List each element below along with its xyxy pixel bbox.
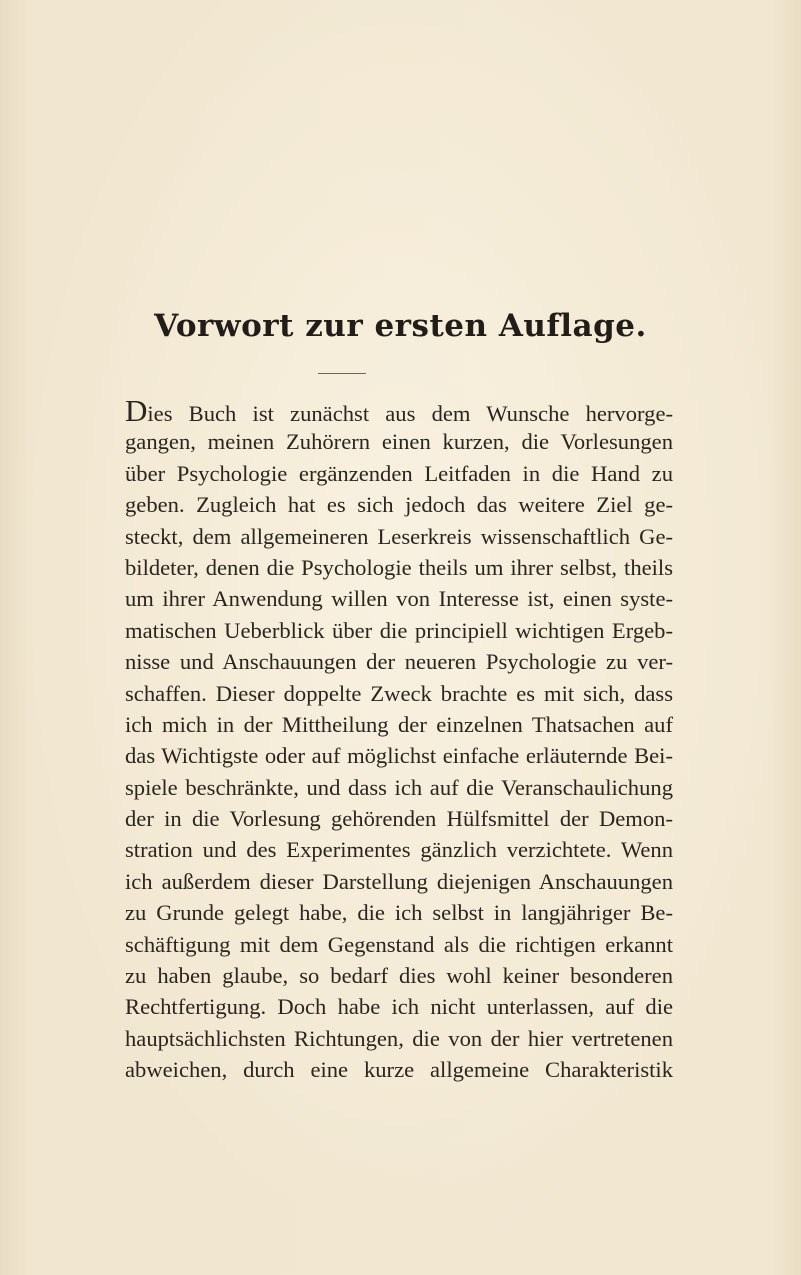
text-line: geben. Zugleich hat es sich jedoch das weitere Ziel ge- [125, 492, 673, 518]
text-line: über Psychologie ergänzenden Leitfaden in die Hand zu [125, 460, 673, 486]
text-line: hauptsächlichsten Richtungen, die von der hier vertretenen [125, 1025, 673, 1051]
text-line: zu Grunde gelegt habe, die ich selbst in langjähriger Be- [125, 900, 673, 926]
text-line: um ihrer Anwendung willen von Interesse ist, einen syste- [125, 586, 673, 612]
text-line: bildeter, denen die Psychologie theils um ihrer selbst, theils [125, 554, 673, 580]
text-line: der in die Vorlesung gehörenden Hülfsmittel der Demon- [125, 806, 673, 832]
text-line: stration und des Experimentes gänzlich verzichtete. Wenn [125, 837, 673, 863]
preface-paragraph [125, 395, 673, 1086]
first-line-text: ies Buch ist zunächst aus dem Wunsche hervorge- [147, 401, 673, 426]
text-line: das Wichtigste oder auf möglichst einfache erläuternde Bei- [125, 743, 673, 769]
text-line: spiele beschränkte, und dass ich auf die Veranschaulichung [125, 774, 673, 800]
text-line: ich außerdem dieser Darstellung diejenigen Anschauungen [125, 868, 673, 894]
text-line: matischen Ueberblick über die principiell wichtigen Ergeb- [125, 617, 673, 643]
drop-cap: D [125, 393, 148, 428]
page-title: Vorwort zur ersten Auflage. [154, 308, 647, 344]
text-line: nisse und Anschauungen der neueren Psychologie zu ver- [125, 649, 673, 675]
text-line: zu haben glaube, so bedarf dies wohl keiner besonderen [125, 963, 673, 989]
text-line: ich mich in der Mittheilung der einzelnen Thatsachen auf [125, 711, 673, 737]
text-line: schäftigung mit dem Gegenstand als die richtigen erkannt [125, 931, 673, 957]
text-line: steckt, dem allgemeineren Leserkreis wissenschaftlich Ge- [125, 523, 673, 549]
text-line: schaffen. Dieser doppelte Zweck brachte es mit sich, dass [125, 680, 673, 706]
title-divider [318, 373, 366, 374]
text-line-1 [125, 395, 673, 426]
text-line: abweichen, durch eine kurze allgemeine Charakteristik [125, 1057, 673, 1083]
text-line: Rechtfertigung. Doch habe ich nicht unterlassen, auf die [125, 994, 673, 1020]
text-line: gangen, meinen Zuhörern einen kurzen, die Vorlesungen [125, 429, 673, 455]
